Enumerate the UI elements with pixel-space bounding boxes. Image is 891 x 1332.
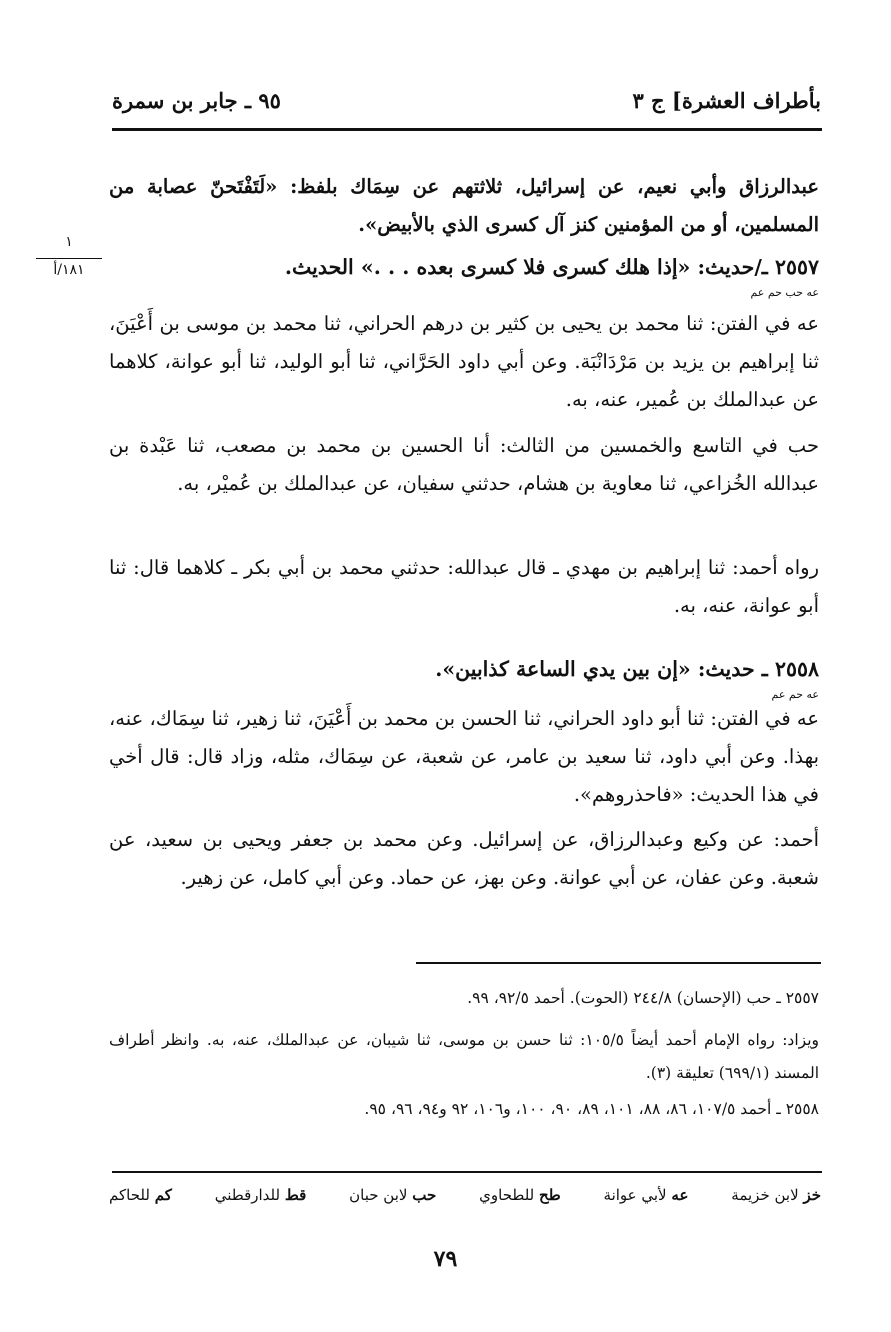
legend-item: طح للطحاوي (479, 1186, 561, 1204)
paragraph-2558-abu-awana: عه في الفتن: ثنا أبو داود الحراني، ثنا الحسن بن محمد بن أَعْيَنَ، ثنا زهير، ثنا سِمَاك، عنه، بهذا. وعن أبي داود، ثنا سعيد بن عامر، عن شعبة، عن سِمَاك، مثله، وزاد قال: قال أخي في هذا الحديث: «فاحذروهم». (109, 707, 819, 806)
footnote-2557: ٢٥٥٧ ـ حب (الإحسان) ٢٤٤/٨ (الحوت). أحمد ٩٢/٥، ٩٩. (467, 989, 819, 1007)
page-number: ٧٩ (433, 1246, 458, 1272)
legend-item: خز لابن خزيمة (731, 1186, 821, 1204)
abbreviation-legend (109, 1186, 821, 1204)
paragraph-2557-abu-awana: عه في الفتن: ثنا محمد بن يحيى بن كثير بن درهم الحراني، ثنا محمد بن موسى بن أَعْيَنَ، ثنا إبراهيم بن يزيد بن مَرْدَانْبَة. وعن أبي داود الحَرَّاني، ثنا أبو الوليد، ثنا أبو عوانة، كلاهما عن عبدالملك بن عُمير، عنه، به. (109, 312, 819, 411)
margin-note-rule (36, 258, 102, 259)
source-tags-2557: عه حب حم عم (750, 286, 819, 299)
footnote-addition: ويزاد: رواه الإمام أحمد أيضاً ١٠٥/٥: ثنا حسن بن موسى، ثنا شيبان، عن عبدالملك، عنه، به. وانظر أطراف المسند (٦٩٩/١) تعليقة (٣). (109, 1031, 819, 1082)
hadith-heading-2558: ٢٥٥٨ ـ حديث: «إن بين يدي الساعة كذابين». (435, 657, 819, 681)
header-rule (112, 128, 822, 131)
source-tags-2558: عه حم عم (771, 688, 819, 701)
paragraph-continuation: عبدالرزاق وأبي نعيم، عن إسرائيل، ثلاثتهم عن سِمَاك بلفظ: «لَتَفْتَحنّ عصابة من المسلمين، أو من المؤمنين كنز آل كسرى الذي بالأبيض». (109, 175, 819, 236)
hadith-heading-2557: ٢٥٥٧ ـ/حديث: «إذا هلك كسرى فلا كسرى بعده . . .» الحديث. (284, 255, 819, 279)
paragraph-2558-ahmad: أحمد: عن وكيع وعبدالرزاق، عن إسرائيل. وعن محمد بن جعفر ويحيى بن سعيد، عن شعبة. وعن عفان، عن أبي عوانة. وعن بهز، عن حماد. وعن أبي كامل، عن زهير. (109, 828, 819, 889)
margin-note-volume: ١ (65, 234, 73, 250)
paragraph-2557-ibn-hibban: حب في التاسع والخمسين من الثالث: أنا الحسين بن محمد بن مصعب، ثنا عَبْدة بن عبدالله الخُزاعي، ثنا معاوية بن هشام، حدثني سفيان، عن عبدالملك بن عُميْر، به. (109, 434, 819, 495)
running-header-chapter: ٩٥ ـ جابر بن سمرة (112, 88, 281, 113)
margin-note-folio: ١٨١/أ (53, 262, 85, 278)
legend-item: عه لأبي عوانة (603, 1186, 689, 1204)
footnote-rule (416, 962, 821, 964)
footnote-2558: ٢٥٥٨ ـ أحمد ١٠٧/٥، ٨٦، ٨٨، ١٠١، ٨٩، ٩٠، ١٠٠، و١٠٦، ٩٢ و٩٤، ٩٦، ٩٥. (364, 1100, 819, 1118)
legend-rule (112, 1171, 822, 1173)
legend-item: حب لابن حبان (349, 1186, 437, 1204)
legend-item: قط للدارقطني (214, 1186, 307, 1204)
legend-item: كم للحاكم (109, 1186, 172, 1204)
running-header-title: بأطراف العشرة] ج ٣ (632, 88, 821, 113)
paragraph-2557-ahmad: رواه أحمد: ثنا إبراهيم بن مهدي ـ قال عبدالله: حدثني محمد بن أبي بكر ـ كلاهما قال: ثنا أبو عوانة، عنه، به. (109, 556, 819, 617)
